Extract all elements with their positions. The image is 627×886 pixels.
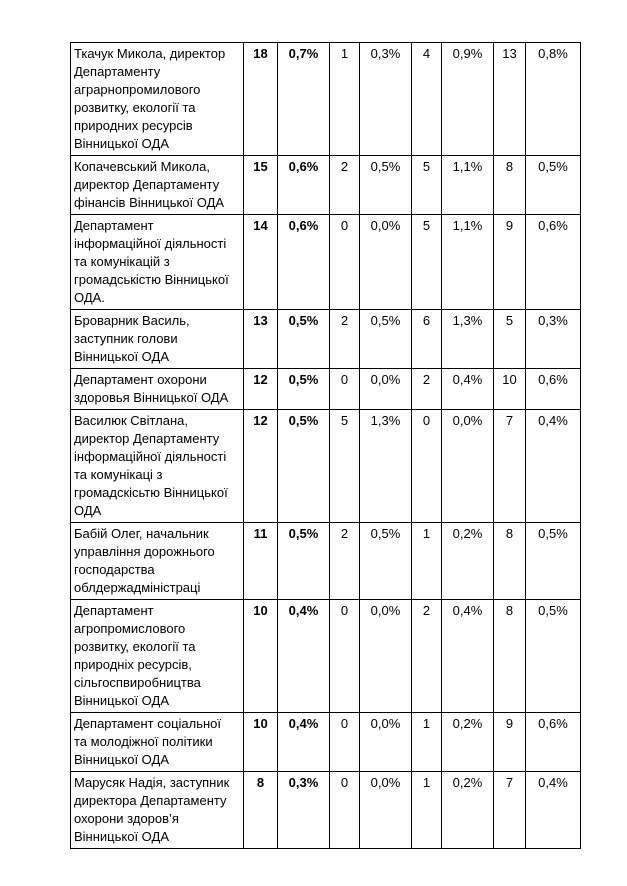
name-line: Вінницької ОДА [74, 693, 169, 708]
percent-3-cell: 0,4% [526, 410, 581, 523]
name-line: розвитку, екології та [74, 100, 196, 115]
name-line: директор Департаменту [74, 431, 220, 446]
count-1-cell: 0 [330, 772, 360, 849]
table-row [71, 772, 581, 849]
count-2-cell: 2 [412, 369, 442, 410]
percent-2-cell: 0,4% [442, 600, 494, 713]
total-percent-cell: 0,6% [278, 156, 330, 215]
total-count-cell: 11 [244, 523, 278, 600]
table-row [71, 713, 581, 772]
total-count-cell: 15 [244, 156, 278, 215]
percent-2-cell: 1,1% [442, 215, 494, 310]
count-1-cell: 1 [330, 43, 360, 156]
name-line: ОДА [74, 503, 102, 518]
table-row [71, 310, 581, 369]
percent-2-cell: 0,2% [442, 713, 494, 772]
percent-1-cell: 0,5% [360, 310, 412, 369]
percent-2-cell: 0,4% [442, 369, 494, 410]
name-cell [71, 713, 244, 772]
total-count-cell: 14 [244, 215, 278, 310]
name-line: Департамент соціальної [74, 716, 222, 731]
table-row [71, 369, 581, 410]
count-3-cell: 8 [494, 523, 526, 600]
count-2-cell: 2 [412, 600, 442, 713]
name-line: інформаційної діяльності [74, 449, 227, 464]
count-1-cell: 0 [330, 215, 360, 310]
name-line: здоровья Вінницької ОДА [74, 390, 229, 405]
name-line: громадськістю Вінницької [74, 272, 229, 287]
total-percent-cell: 0,6% [278, 215, 330, 310]
name-line: громадскісьтю Вінницької [74, 485, 228, 500]
count-3-cell: 7 [494, 772, 526, 849]
count-2-cell: 0 [412, 410, 442, 523]
name-line: охорони здоров’я [74, 811, 179, 826]
total-count-cell: 12 [244, 410, 278, 523]
total-percent-cell: 0,4% [278, 713, 330, 772]
name-line: Вінницької ОДА [74, 829, 169, 844]
name-line: Вінницької ОДА [74, 349, 169, 364]
count-1-cell: 0 [330, 600, 360, 713]
count-3-cell: 9 [494, 713, 526, 772]
percent-2-cell: 1,3% [442, 310, 494, 369]
name-cell [71, 215, 244, 310]
percent-1-cell: 1,3% [360, 410, 412, 523]
name-line: Департамент охорони [74, 372, 207, 387]
total-count-cell: 13 [244, 310, 278, 369]
name-line: агропромислового [74, 621, 186, 636]
table-row [71, 410, 581, 523]
total-percent-cell: 0,5% [278, 523, 330, 600]
name-line: та комунікацій з [74, 254, 170, 269]
percent-3-cell: 0,8% [526, 43, 581, 156]
name-line: заступник голови [74, 331, 178, 346]
total-count-cell: 8 [244, 772, 278, 849]
name-cell [71, 156, 244, 215]
name-line: Василюк Світлана, [74, 413, 188, 428]
name-line: облдержадміністраці [74, 580, 201, 595]
table-row [71, 215, 581, 310]
total-percent-cell: 0,5% [278, 410, 330, 523]
total-percent-cell: 0,5% [278, 310, 330, 369]
percent-3-cell: 0,5% [526, 523, 581, 600]
name-cell [71, 523, 244, 600]
name-line: фінансів Вінницької ОДА [74, 195, 225, 210]
count-3-cell: 5 [494, 310, 526, 369]
total-count-cell: 18 [244, 43, 278, 156]
percent-1-cell: 0,0% [360, 713, 412, 772]
name-line: Вінницької ОДА [74, 136, 169, 151]
name-line: природніх ресурсів, [74, 657, 192, 672]
name-cell [71, 310, 244, 369]
total-percent-cell: 0,5% [278, 369, 330, 410]
name-cell [71, 410, 244, 523]
count-1-cell: 2 [330, 523, 360, 600]
ranking-table [70, 42, 581, 849]
name-cell [71, 600, 244, 713]
count-3-cell: 9 [494, 215, 526, 310]
name-line: сільгоспвиробництва [74, 675, 201, 690]
percent-2-cell: 0,9% [442, 43, 494, 156]
total-percent-cell: 0,7% [278, 43, 330, 156]
name-cell [71, 369, 244, 410]
name-line: Бабій Олег, начальник [74, 526, 209, 541]
percent-3-cell: 0,6% [526, 713, 581, 772]
percent-3-cell: 0,5% [526, 156, 581, 215]
table-row [71, 43, 581, 156]
count-2-cell: 5 [412, 156, 442, 215]
table-row [71, 523, 581, 600]
name-line: розвитку, екології та [74, 639, 196, 654]
count-1-cell: 2 [330, 156, 360, 215]
count-3-cell: 13 [494, 43, 526, 156]
percent-2-cell: 0,2% [442, 772, 494, 849]
percent-2-cell: 1,1% [442, 156, 494, 215]
name-line: природних ресурсів [74, 118, 193, 133]
name-line: Департамент [74, 603, 154, 618]
percent-2-cell: 0,0% [442, 410, 494, 523]
count-2-cell: 1 [412, 713, 442, 772]
count-3-cell: 10 [494, 369, 526, 410]
name-line: Департаменту [74, 64, 161, 79]
name-line: аграрнопромилового [74, 82, 201, 97]
name-line: Марусяк Надія, заступник [74, 775, 230, 790]
name-line: Ткачук Микола, директор [74, 46, 226, 61]
count-2-cell: 4 [412, 43, 442, 156]
percent-1-cell: 0,3% [360, 43, 412, 156]
percent-1-cell: 0,0% [360, 369, 412, 410]
count-2-cell: 1 [412, 772, 442, 849]
count-3-cell: 8 [494, 156, 526, 215]
name-cell [71, 43, 244, 156]
percent-3-cell: 0,5% [526, 600, 581, 713]
count-2-cell: 6 [412, 310, 442, 369]
name-line: директора Департаменту [74, 793, 227, 808]
total-percent-cell: 0,3% [278, 772, 330, 849]
total-count-cell: 10 [244, 713, 278, 772]
table-body [71, 43, 581, 849]
percent-1-cell: 0,0% [360, 215, 412, 310]
count-1-cell: 0 [330, 713, 360, 772]
name-cell [71, 772, 244, 849]
count-3-cell: 8 [494, 600, 526, 713]
percent-3-cell: 0,6% [526, 215, 581, 310]
name-line: Броварник Василь, [74, 313, 190, 328]
total-count-cell: 10 [244, 600, 278, 713]
name-line: управління дорожнього [74, 544, 215, 559]
percent-1-cell: 0,5% [360, 523, 412, 600]
table-row [71, 156, 581, 215]
name-line: Копачевський Микола, [74, 159, 210, 174]
percent-3-cell: 0,4% [526, 772, 581, 849]
table-row [71, 600, 581, 713]
count-1-cell: 2 [330, 310, 360, 369]
name-line: інформаційної діяльності [74, 236, 227, 251]
count-2-cell: 5 [412, 215, 442, 310]
name-line: директор Департаменту [74, 177, 220, 192]
count-1-cell: 0 [330, 369, 360, 410]
percent-1-cell: 0,5% [360, 156, 412, 215]
count-1-cell: 5 [330, 410, 360, 523]
percent-2-cell: 0,2% [442, 523, 494, 600]
percent-1-cell: 0,0% [360, 772, 412, 849]
percent-3-cell: 0,3% [526, 310, 581, 369]
name-line: Вінницької ОДА [74, 752, 169, 767]
name-line: господарства [74, 562, 155, 577]
name-line: ОДА. [74, 290, 105, 305]
total-count-cell: 12 [244, 369, 278, 410]
name-line: та комунікаці з [74, 467, 163, 482]
percent-3-cell: 0,6% [526, 369, 581, 410]
percent-1-cell: 0,0% [360, 600, 412, 713]
count-3-cell: 7 [494, 410, 526, 523]
count-2-cell: 1 [412, 523, 442, 600]
name-line: Департамент [74, 218, 154, 233]
total-percent-cell: 0,4% [278, 600, 330, 713]
name-line: та молодіжної політики [74, 734, 213, 749]
